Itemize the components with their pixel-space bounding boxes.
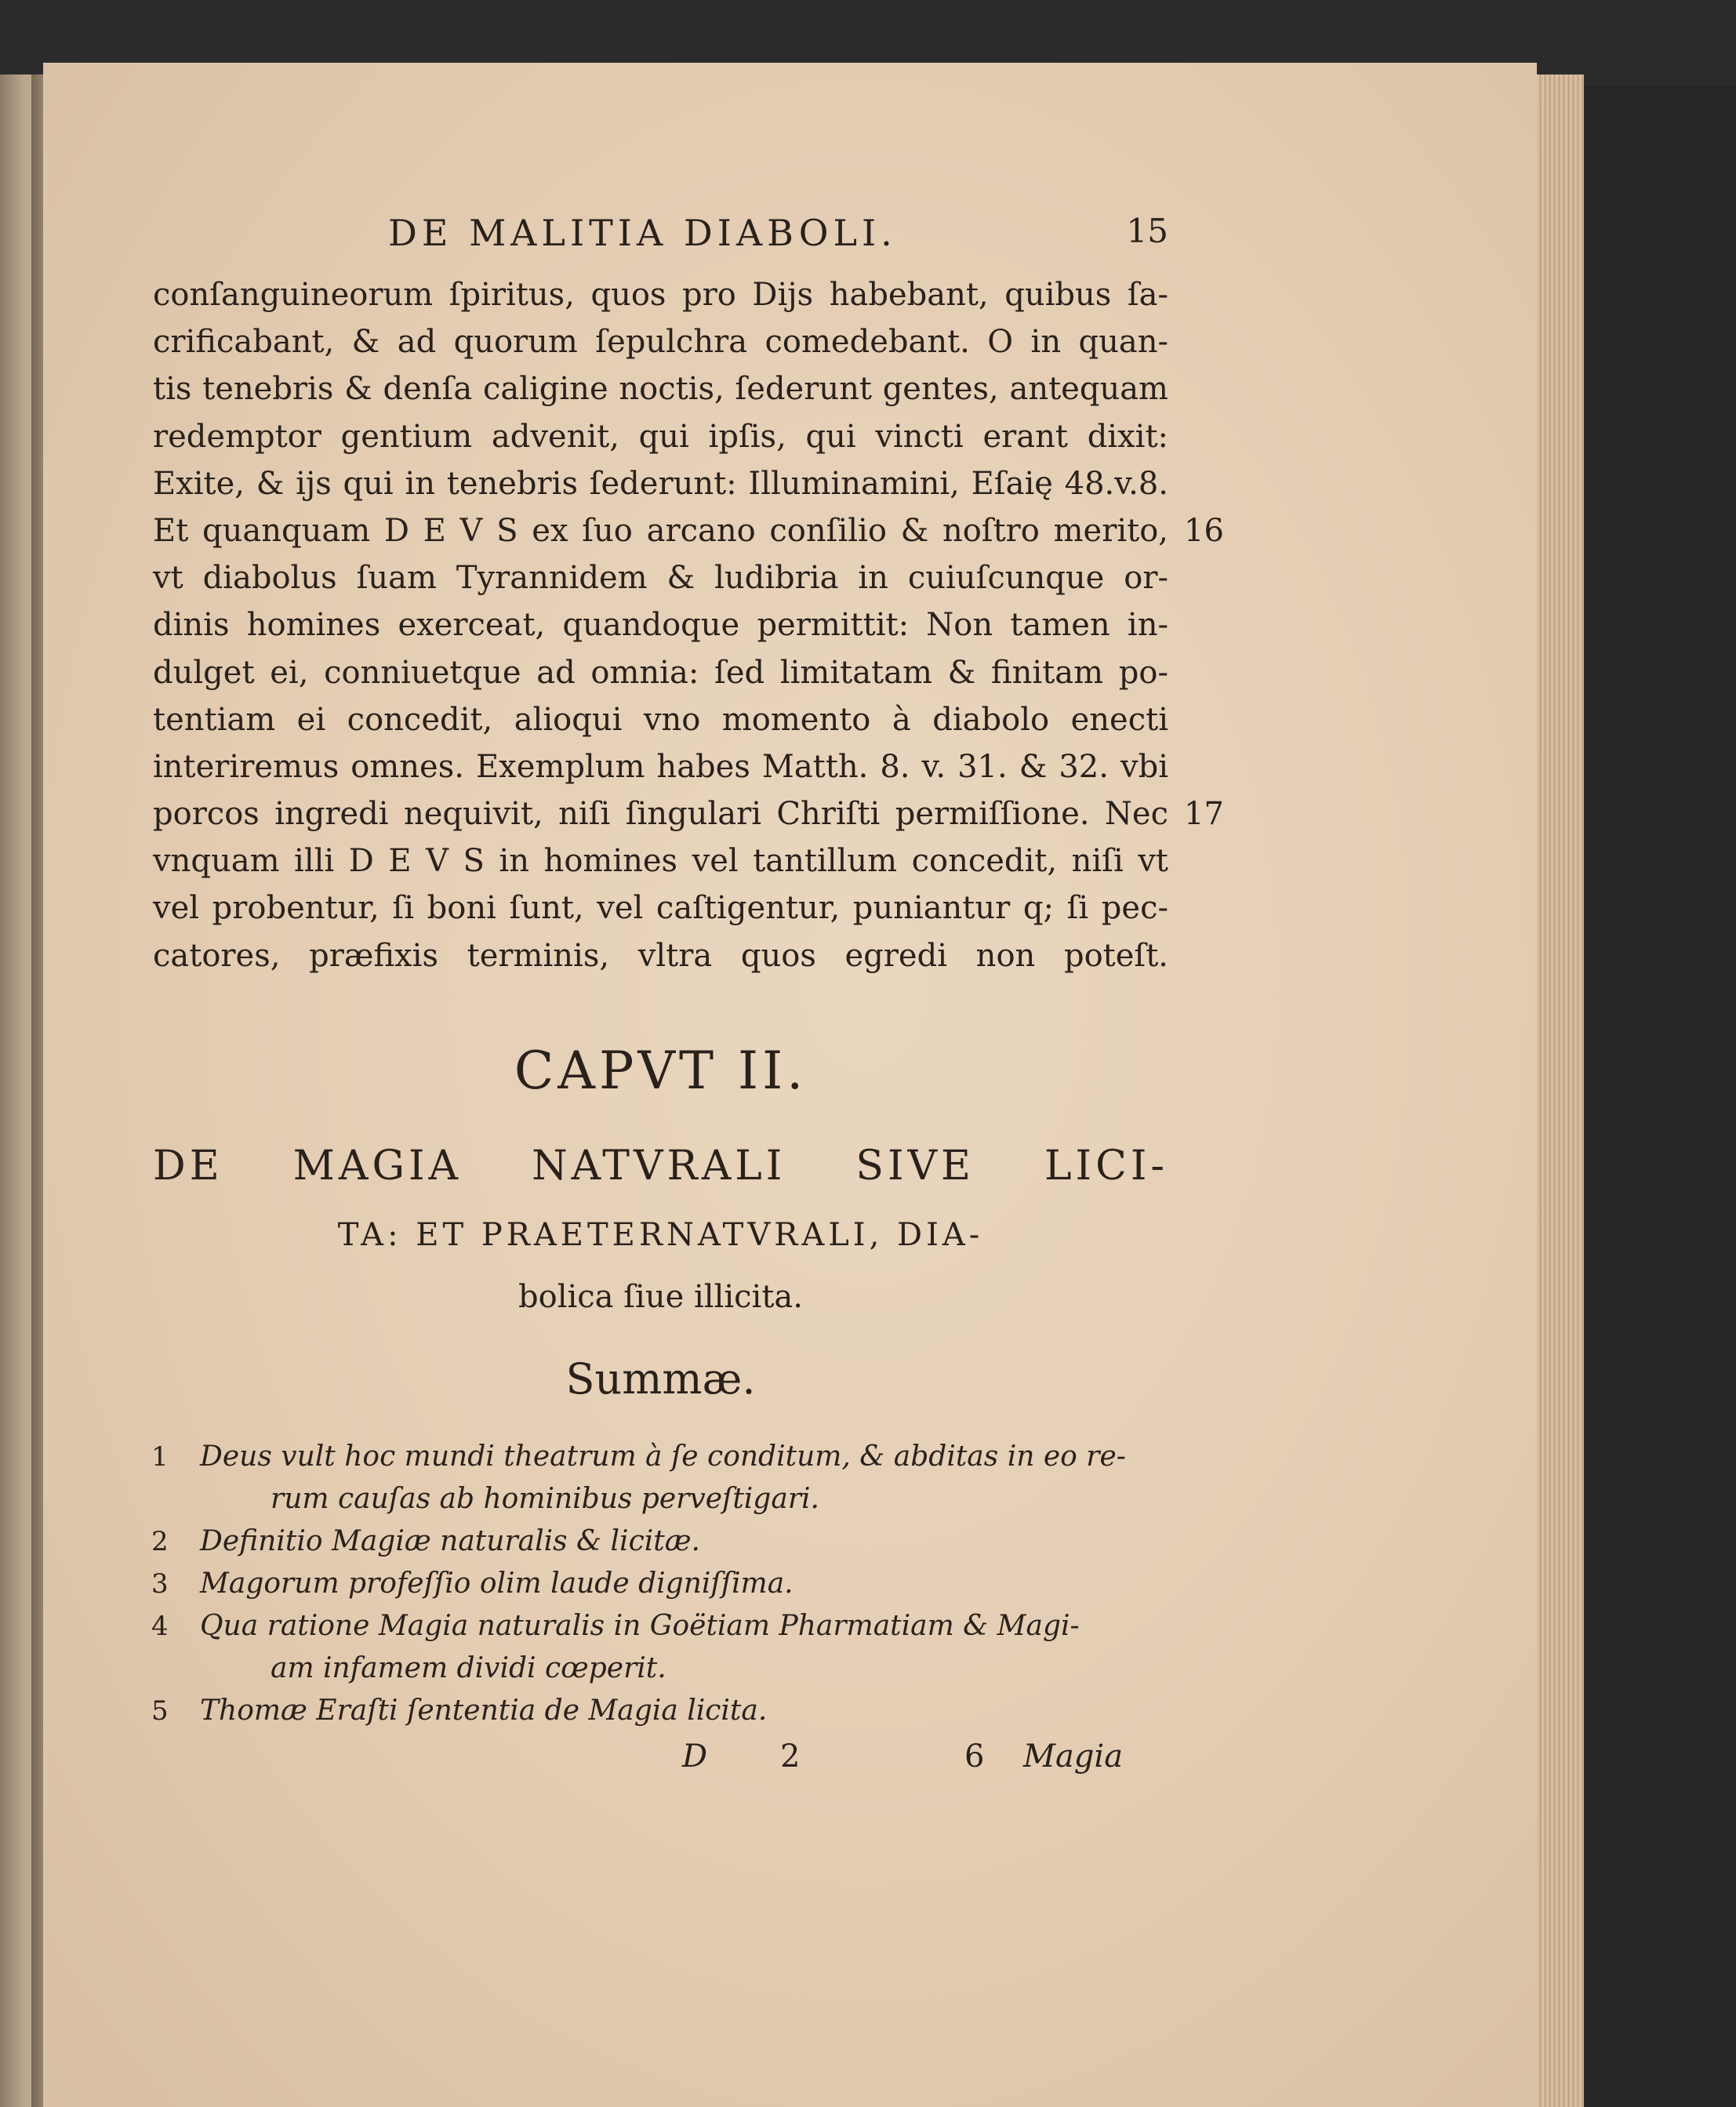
signature-line xyxy=(153,1738,1168,1786)
page-edges xyxy=(1537,74,1584,2107)
signature-mark: D xyxy=(682,1738,708,1775)
body-line xyxy=(153,696,1168,743)
body-line-text: vnquam illi D E V S in homines vel tantillum concedit, niſi vt xyxy=(153,843,1168,880)
page-text xyxy=(151,212,1224,1786)
body-line xyxy=(153,271,1168,318)
summary-item-number: 2 xyxy=(151,1525,169,1557)
body-line-text: Et quanquam D E V S ex ſuo arcano conſilio & noſtro merito, xyxy=(153,512,1168,549)
summary-list xyxy=(153,1436,1168,1732)
body-line xyxy=(153,932,1168,979)
body-line-text: vel probentur, ſi boni ſunt, vel caſtigentur, puniantur q; ſi pec- xyxy=(153,890,1168,927)
background-area xyxy=(1584,86,1736,2107)
body-line xyxy=(153,790,1224,837)
summae-title: Summæ. xyxy=(565,1353,756,1404)
body-line xyxy=(153,318,1168,365)
summary-item-text: am infamem dividi cœperit. xyxy=(271,1651,666,1684)
body-line-text: crificabant, & ad quorum ſepulchra comedebant. O in quan- xyxy=(153,324,1168,361)
summary-item xyxy=(153,1436,1168,1520)
summary-item-number: 1 xyxy=(151,1440,169,1473)
chapter-title: CAPVT II. xyxy=(514,1040,808,1101)
page-number: 15 xyxy=(1126,212,1168,250)
summary-item-text: Definitio Magiæ naturalis & licitæ. xyxy=(200,1524,700,1557)
summary-item-number: 5 xyxy=(151,1695,169,1727)
chapter-heading-line-1: DE MAGIA NATVRALI SIVE LICI- xyxy=(153,1142,1168,1190)
summary-item-text: Qua ratione Magia naturalis in Goëtiam Pharmatiam & Magi- xyxy=(200,1609,1080,1642)
summary-item-text: rum cauſas ab hominibus perveſtigari. xyxy=(271,1482,819,1515)
running-title: DE MALITIA DIABOLI. xyxy=(388,212,897,254)
body-line-text: catores, præfixis terminis, vltra quos egredi non poteſt. xyxy=(153,937,1168,974)
catch-number: 6 xyxy=(964,1738,985,1775)
body-line xyxy=(153,365,1168,412)
body-line xyxy=(153,885,1168,932)
summary-item xyxy=(153,1520,1168,1563)
body-line xyxy=(153,554,1168,601)
summary-item-text: Deus vult hoc mundi theatrum à ſe conditum, & abditas in eo re- xyxy=(200,1440,1126,1473)
chapter-heading-line-2: TA: ET PRAETERNATVRALI, DIA- xyxy=(337,1216,984,1253)
body-line xyxy=(153,743,1168,790)
body-line-text: Exite, & ijs qui in tenebris ſederunt: Illuminamini, Eſaię 48.v.8. xyxy=(153,465,1168,502)
margin-number: 17 xyxy=(1184,796,1224,833)
body-line-text: porcos ingredi nequivit, niſi ſingulari Chriſti permiſſione. Nec xyxy=(153,796,1168,833)
body-line xyxy=(153,460,1168,507)
body-line-text: conſanguineorum ſpiritus, quos pro Dijs habebant, quibus ſa- xyxy=(153,277,1168,313)
running-head xyxy=(153,212,1168,259)
body-line xyxy=(153,649,1168,696)
body-line-text: tis tenebris & denſa caligine noctis, ſederunt gentes, antequam xyxy=(153,371,1168,408)
summary-item-number: 3 xyxy=(151,1568,169,1600)
summary-item-text: Magorum profeſſio olim laude digniſſima. xyxy=(200,1567,794,1600)
catchword: Magia xyxy=(1023,1738,1124,1775)
summary-item-text: Thomæ Eraſti ſententia de Magia licita. xyxy=(200,1694,768,1727)
body-line-text: vt diabolus ſuam Tyrannidem & ludibria in cuiuſcunque or- xyxy=(153,560,1168,597)
margin-number: 16 xyxy=(1184,512,1224,549)
body-line-text: interiremus omnes. Exemplum habes Matth. 8. v. 31. & 32. vbi xyxy=(153,748,1168,785)
body-line-text: tentiam ei concedit, alioqui vno momento à diabolo enecti xyxy=(153,701,1168,738)
body-line-text: dulget ei, conniuetque ad omnia: ſed limitatam & finitam po- xyxy=(153,654,1168,691)
body-line xyxy=(153,413,1168,460)
body-line xyxy=(153,601,1168,648)
summary-item xyxy=(153,1563,1168,1605)
body-line-text: redemptor gentium advenit, qui ipſis, qui vincti erant dixit: xyxy=(153,418,1168,455)
summary-item xyxy=(153,1690,1168,1732)
body-text xyxy=(153,271,1224,979)
body-line xyxy=(153,507,1224,554)
body-line-text: dinis homines exerceat, quandoque permittit: Non tamen in- xyxy=(153,607,1168,644)
chapter-heading-line-3: bolica ſiue illicita. xyxy=(518,1278,803,1315)
summary-item-number: 4 xyxy=(151,1610,169,1642)
signature-number: 2 xyxy=(780,1738,801,1775)
body-line xyxy=(153,837,1168,885)
summary-item xyxy=(153,1605,1168,1690)
